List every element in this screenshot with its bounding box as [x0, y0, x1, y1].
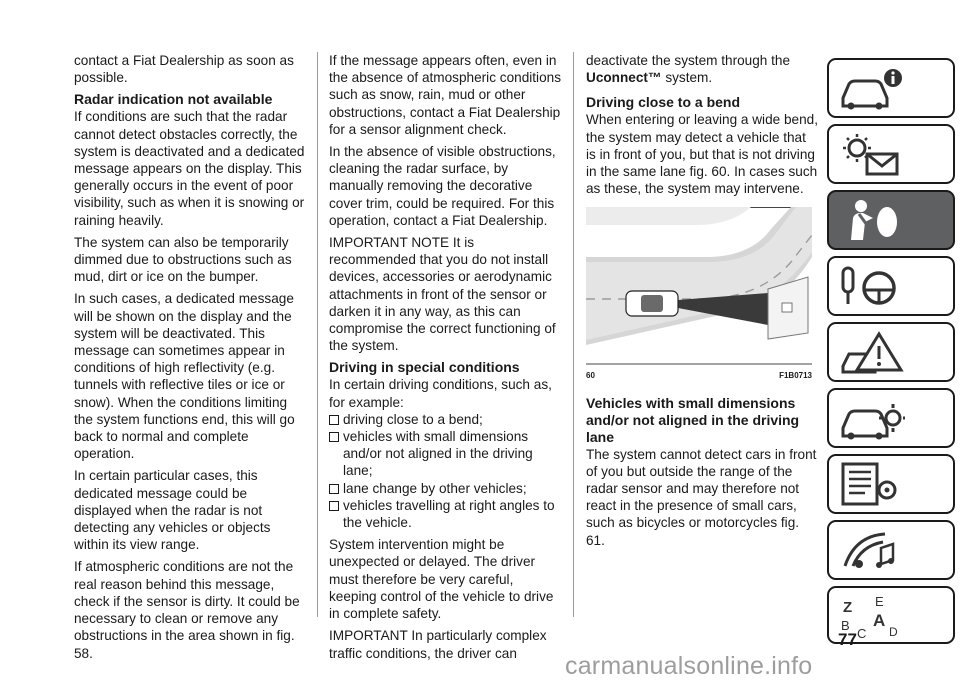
page-number: 77	[838, 630, 857, 649]
figure-caption	[586, 367, 812, 384]
section-heading: Radar indication not available	[74, 91, 273, 108]
paragraph: System intervention might be unexpected or delayed. The driver must therefore be very careful, keeping control of the vehicle to drive in complete safety.	[329, 537, 554, 622]
paragraph-text: deactivate the system through the	[586, 53, 791, 68]
figure-number: 60	[586, 371, 595, 381]
paragraph: contact a Fiat Dealership as soon as possible.	[74, 53, 294, 86]
paragraph: The system cannot detect cars in front of you but outside the range of the radar sensor and may therefore not react in the presence of small cars, such as bicycles or motorcycles fig. 61.	[586, 446, 817, 548]
section-heading: Vehicles with small dimensions and/or not aligned in the driving lane	[586, 394, 800, 445]
servicing-icon	[835, 394, 905, 442]
paragraph: In the absence of visible obstructions, cleaning the radar surface, by manually removing the decorative cover trim, could be required. For this operation, contact a Fiat Dealership.	[329, 144, 556, 228]
chapter-tab-driving[interactable]	[827, 256, 955, 316]
svg-text:D: D	[889, 625, 898, 639]
chapter-tab-safety[interactable]	[827, 190, 955, 250]
paragraph: In certain particular cases, this dedicated message could be displayed when the radar is not detecting any vehicles or objects within its view range.	[74, 468, 271, 553]
paragraph: If conditions are such that the radar cannot detect obstacles correctly, the system is deactivated and a dedicated message appears on the display. This generally occurs in the event of poor visibility, such as when it is snowing or raining heavily.	[74, 109, 305, 228]
paragraph: IMPORTANT NOTE It is recommended that you do not install devices, accessories or aerodynamic attachments in front of the sensor or darken it in any way, as this can compromise the correct functioning of the system.	[329, 235, 556, 354]
chapter-tab-multimedia[interactable]	[827, 520, 955, 580]
column-3	[586, 52, 818, 554]
car-info-icon	[835, 64, 905, 112]
paragraph: The system can also be temporarily dimmed due to obstructions such as mud, dirt or ice on the bumper.	[74, 234, 292, 285]
svg-text:C: C	[857, 626, 867, 640]
figure-bend-illustration	[586, 207, 812, 365]
figure-code: F1B0713	[779, 371, 812, 381]
svg-text:A: A	[873, 611, 886, 630]
paragraph: If the message appears often, even in the absence of atmospheric conditions such as snow, rain, mud or other obstructions, contact a Fiat Dealership for a sensor alignment check.	[329, 53, 561, 137]
chapter-tab-dashboard[interactable]	[827, 124, 955, 184]
svg-text:Z: Z	[843, 599, 853, 616]
road-bend-diagram	[586, 207, 812, 365]
paragraph: When entering or leaving a wide bend, the system may detect a vehicle that is in front of you, but that is not driving in the same lane fig. 60. In cases such as these, the system may intervene.	[586, 112, 818, 197]
column-2	[329, 52, 561, 667]
emergency-icon	[835, 328, 905, 376]
chapter-tab-technical-data[interactable]	[827, 454, 955, 514]
column-divider	[317, 52, 318, 617]
multimedia-icon	[835, 526, 905, 574]
bullet-item: vehicles with small dimensions and/or not aligned in the driving lane;	[329, 428, 561, 480]
paragraph: If atmospheric conditions are not the real reason behind this message, check if the sensor is dirty. It could be necessary to clean or remove any obstructions in the area shown in fig. 58.	[74, 559, 300, 661]
safety-airbag-icon	[835, 196, 905, 244]
chapter-tab-emergency[interactable]	[827, 322, 955, 382]
warning-lights-icon	[835, 130, 905, 178]
paragraph-text: system.	[665, 70, 713, 86]
section-heading: Driving in special conditions	[329, 359, 520, 376]
paragraph: In such cases, a dedicated message will be shown on the display and the system will be deactivated. This message can sometimes appear in conditions of high reflectivity (e.g. tunnels with reflective tiles or ice or snow). When the conditions limiting the system functions end, this will go back to normal and complete operation.	[74, 291, 295, 462]
section-heading: Driving close to a bend	[586, 94, 741, 111]
bullet-item: vehicles travelling at right angles to the vehicle.	[329, 497, 561, 531]
column-divider	[573, 52, 574, 617]
watermark: carmanualsonline.info	[565, 652, 813, 680]
svg-text:B: B	[841, 618, 850, 633]
bullet-item: driving close to a bend;	[329, 411, 561, 428]
paragraph: IMPORTANT In particularly complex traffic conditions, the driver can	[329, 628, 547, 661]
starting-driving-icon	[835, 262, 905, 310]
paragraph	[586, 52, 818, 86]
chapter-tab-vehicle[interactable]	[827, 58, 955, 118]
chapter-tab-servicing[interactable]	[827, 388, 955, 448]
uconnect-label: Uconnect™	[586, 70, 662, 86]
svg-text:E: E	[875, 594, 884, 609]
paragraph: In certain driving conditions, such as, for example:	[329, 377, 552, 410]
technical-data-icon	[835, 460, 905, 508]
bullet-item: lane change by other vehicles;	[329, 480, 561, 497]
column-1	[74, 52, 306, 667]
